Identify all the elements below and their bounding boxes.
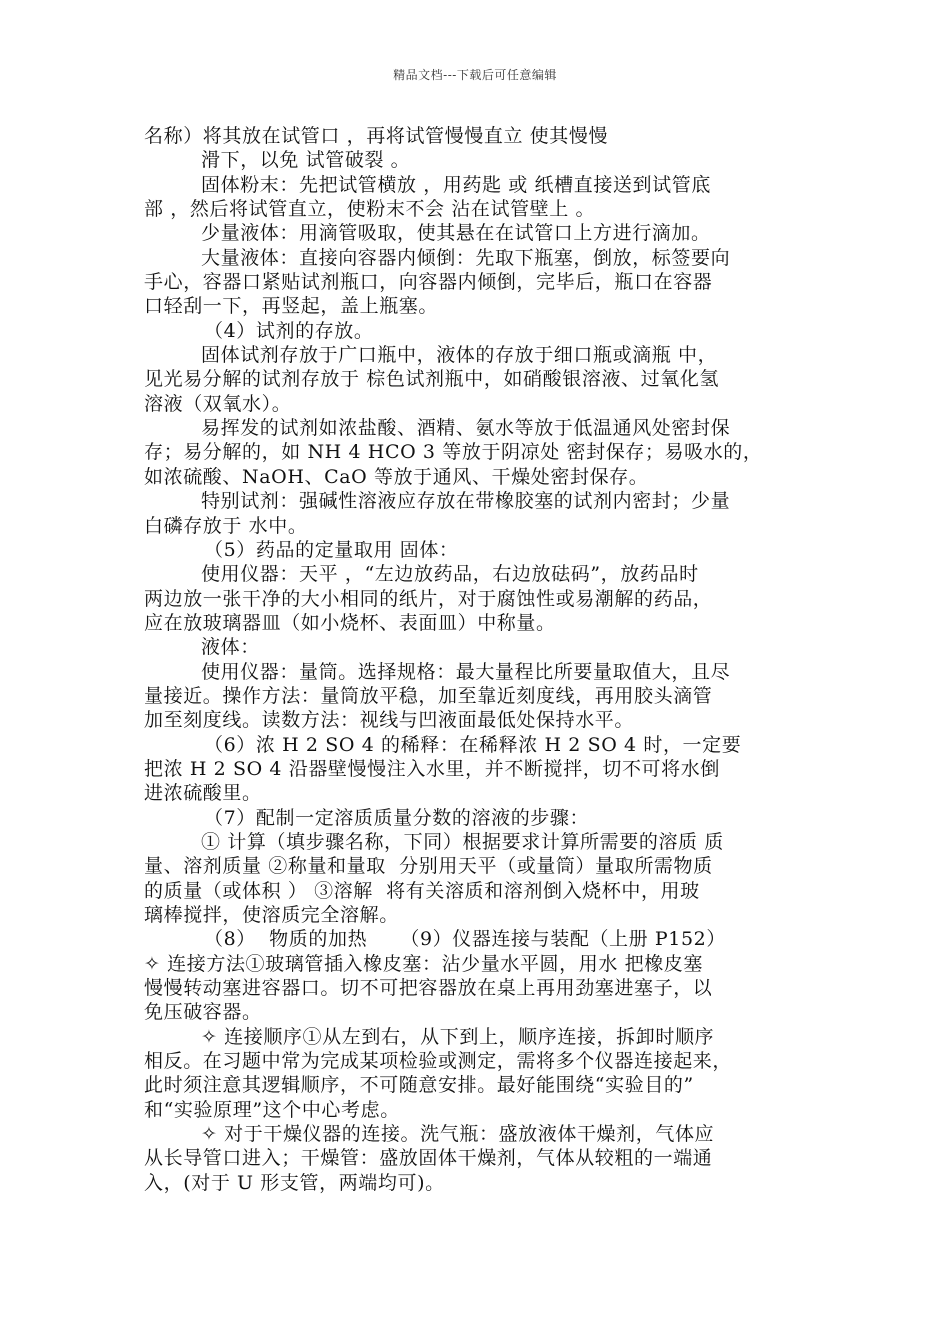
text-line: （6）浓 H 2 SO 4 的稀释：在稀释浓 H 2 SO 4 时，一定要 <box>204 733 742 756</box>
text-line: 慢慢转动塞进容器口。切不可把容器放在桌上再用劲塞进塞子，以 <box>144 977 713 1000</box>
text-line: 此时须注意其逻辑顺序，不可随意安排。最好能围绕“实验目的” <box>144 1074 694 1097</box>
text-line: 固体试剂存放于广口瓶中，液体的存放于细口瓶或滴瓶 中， <box>201 344 718 367</box>
text-line: 加至刻度线。读数方法：视线与凹液面最低处保持水平。 <box>144 709 635 732</box>
text-line: 口轻刮一下，再竖起，盖上瓶塞。 <box>144 295 439 318</box>
text-line: 如浓硫酸、NaOH、CaO 等放于通风、干燥处密封保存。 <box>144 465 649 488</box>
text-line: 的质量（或体积 ） ③溶解 将有关溶质和溶剂倒入烧杯中，用玻 <box>144 879 700 902</box>
text-line: 溶液（双氧水）。 <box>144 392 292 415</box>
text-line: 和“实验原理”这个中心考虑。 <box>144 1098 400 1121</box>
text-line: 免压破容器。 <box>144 1001 262 1024</box>
text-line: （7）配制一定溶质质量分数的溶液的步骤： <box>204 806 590 829</box>
text-line: 量、溶剂质量 ②称量和量取 分别用天平（或量筒）量取所需物质 <box>144 855 713 878</box>
text-line: （5）药品的定量取用 固体： <box>204 538 459 561</box>
text-line: （4）试剂的存放。 <box>204 319 374 342</box>
text-line: ✧ 连接顺序①从左到右，从下到上，顺序连接，拆卸时顺序 <box>201 1025 715 1048</box>
text-line: 存；易分解的，如 NH 4 HCO 3 等放于阴凉处 密封保存；易吸水的， <box>144 441 763 464</box>
text-line: 手心，容器口紧贴试剂瓶口，向容器内倾倒，完毕后，瓶口在容器 <box>144 271 713 294</box>
text-line: 两边放一张干净的大小相同的纸片，对于腐蚀性或易潮解的药品， <box>144 587 713 610</box>
text-line: 使用仪器：量筒。选择规格：最大量程比所要量取值大，且尽 <box>201 660 731 683</box>
text-line: 相反。在习题中常为完成某项检验或测定，需将多个仪器连接起来， <box>144 1050 733 1073</box>
text-line: ① 计算（填步骤名称，下同）根据要求计算所需要的溶质 质 <box>201 830 724 853</box>
text-line: 从长导管口进入；干燥管：盛放固体干燥剂，气体从较粗的一端通 <box>144 1147 713 1170</box>
text-line: 易挥发的试剂如浓盐酸、酒精、氨水等放于低温通风处密封保 <box>201 417 731 440</box>
text-line: 进浓硫酸里。 <box>144 782 262 805</box>
text-line: 使用仪器：天平 ，“左边放药品，右边放砝码”，放药品时 <box>201 563 699 586</box>
text-line: 大量液体：直接向容器内倾倒：先取下瓶塞，倒放，标签要向 <box>201 246 731 269</box>
text-line: 特别试剂：强碱性溶液应存放在带橡胶塞的试剂内密封；少量 <box>201 490 731 513</box>
page-header: 精品文档---下载后可任意编辑 <box>393 68 557 82</box>
text-line: 固体粉末：先把试管横放 ，用药匙 或 纸槽直接送到试管底 <box>201 173 711 196</box>
text-line: （8） 物质的加热 （9）仪器连接与装配（上册 P152） <box>204 928 726 951</box>
text-line: 璃棒搅拌，使溶质完全溶解。 <box>144 904 399 926</box>
text-line: ✧ 连接方法①玻璃管插入橡皮塞：沾少量水平圆，用水 把橡皮塞 <box>144 952 704 975</box>
text-line: 少量液体：用滴管吸取，使其悬在在试管口上方进行滴加。 <box>201 222 711 245</box>
text-line: 量接近。操作方法：量筒放平稳，加至靠近刻度线，再用胶头滴管 <box>144 684 713 707</box>
text-line: ✧ 对于干燥仪器的连接。洗气瓶：盛放液体干燥剂，气体应 <box>201 1123 715 1146</box>
document-body <box>144 124 816 1195</box>
text-line: 液体： <box>201 636 260 659</box>
text-line: 入，(对于 U 形支管，两端均可)。 <box>144 1171 445 1194</box>
text-line: 应在放玻璃器皿（如小烧杯、表面皿）中称量。 <box>144 611 556 634</box>
text-line: 白磷存放于 水中。 <box>144 514 308 537</box>
text-line: 部 ，然后将试管直立，使粉末不会 沾在试管壁上 。 <box>144 198 596 221</box>
text-line: 见光易分解的试剂存放于 棕色试剂瓶中，如硝酸银溶液、过氧化氢 <box>144 368 720 391</box>
text-line: 把浓 H 2 SO 4 沿器壁慢慢注入水里，并不断搅拌，切不可将水倒 <box>144 757 720 780</box>
text-line: 滑下，以免 试管破裂 。 <box>201 149 411 172</box>
text-line: 名称）将其放在试管口 ，再将试管慢慢直立 使其慢慢 <box>144 125 609 147</box>
